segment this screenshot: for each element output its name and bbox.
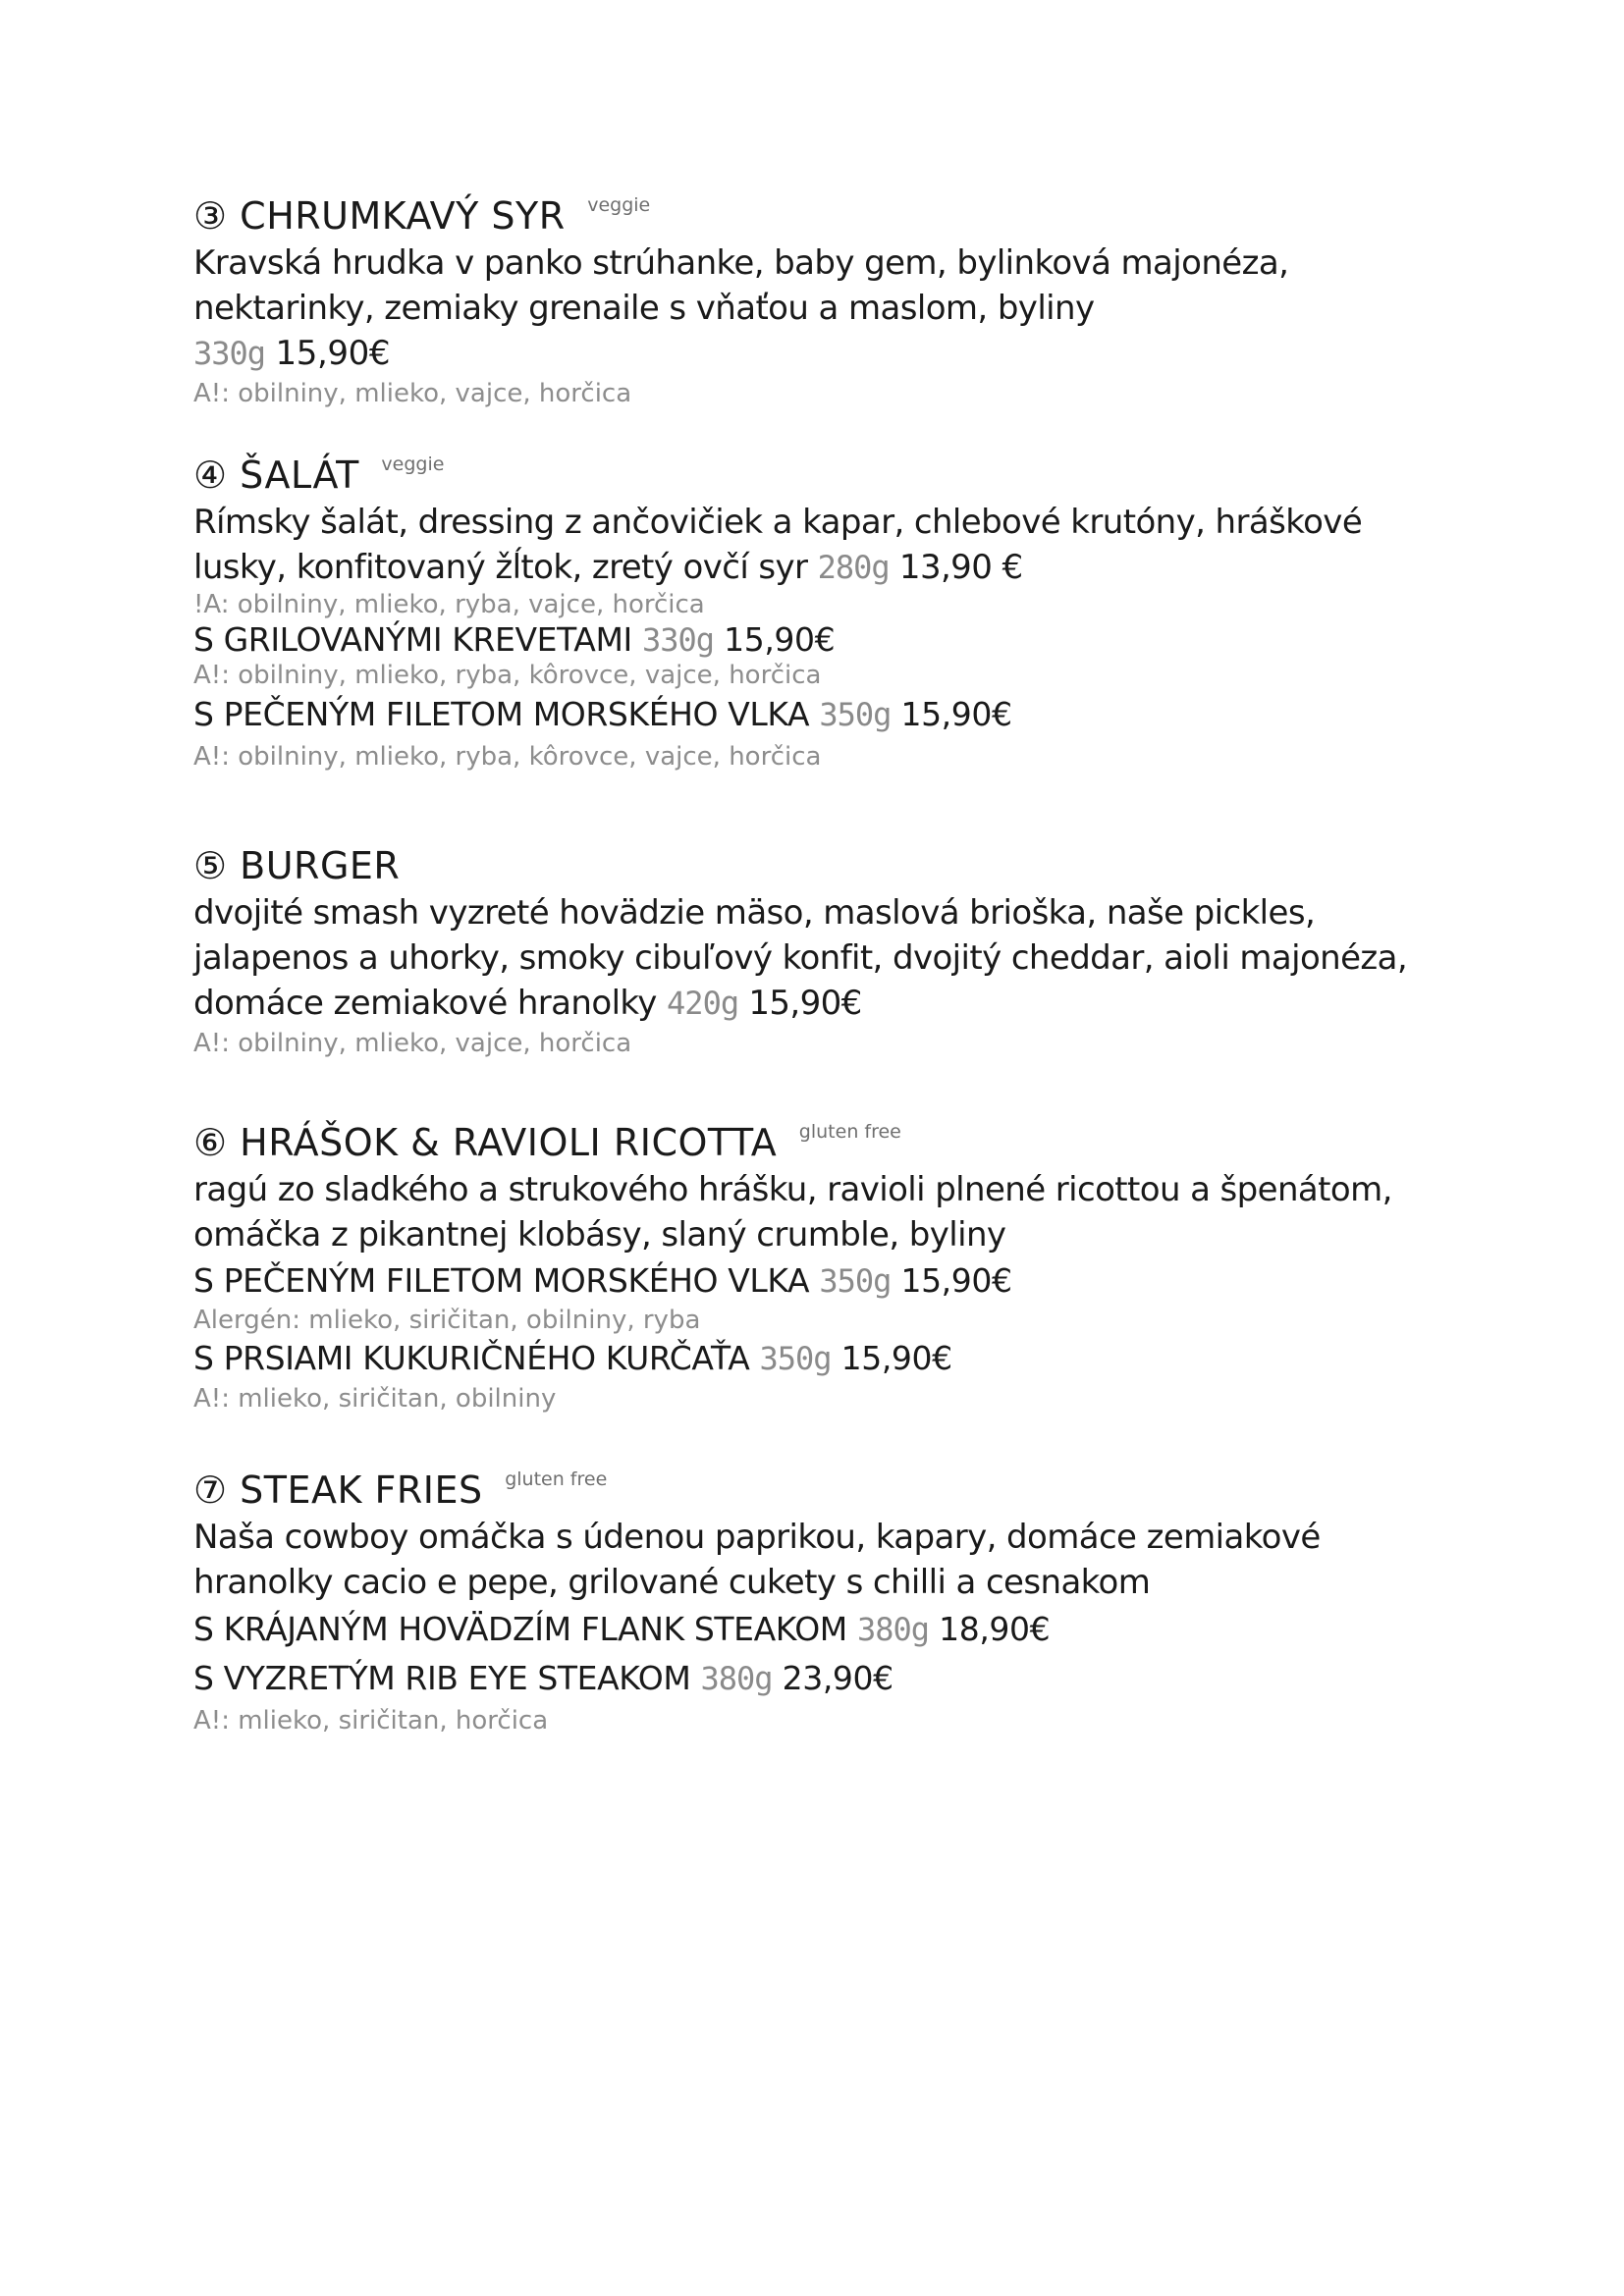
item-name: BURGER — [240, 844, 401, 887]
variant-line — [193, 1605, 1470, 1654]
variant-weight: 350g — [819, 1262, 892, 1300]
item-description: omáčka z pikantnej klobásy, slaný crumble, byliny — [193, 1215, 1006, 1255]
variant-line — [193, 1257, 1470, 1305]
item-description-text: domáce zemiakové hranolky — [193, 984, 657, 1023]
item-number: ③ — [193, 194, 228, 238]
item-price: 13,90 € — [898, 548, 1023, 587]
item-allergens: A!: obilniny, mlieko, vajce, horčica — [193, 1029, 632, 1058]
item-title — [193, 451, 1470, 500]
item-weight: 280g — [817, 549, 890, 586]
variant-allergens: A!: mlieko, siričitan, obilniny — [193, 1384, 557, 1414]
item-price: 15,90€ — [748, 984, 862, 1023]
item-description: jalapenos a uhorky, smoky cibuľový konfit, dvojitý cheddar, aioli majonéza, — [193, 938, 1408, 978]
menu-item-salat — [193, 451, 1470, 774]
item-description: ragú zo sladkého a strukového hrášku, ravioli plnené ricottou a špenátom, — [193, 1170, 1392, 1209]
diet-tag: veggie — [381, 454, 445, 475]
variant-line — [193, 1654, 1470, 1703]
variant-weight: 380g — [700, 1660, 773, 1697]
variant-name: S PRSIAMI KUKURIČNÉHO KURČAŤA — [193, 1339, 750, 1377]
menu-item-steak-fries — [193, 1466, 1470, 1738]
variant-weight: 350g — [819, 696, 892, 733]
variant-price: 15,90€ — [840, 1339, 952, 1377]
variant-price: 15,90€ — [724, 620, 836, 659]
item-description — [193, 981, 1470, 1026]
variant-name: S PEČENÝM FILETOM MORSKÉHO VLKA — [193, 695, 810, 733]
variant-name: S GRILOVANÝMI KREVETAMI — [193, 620, 632, 659]
item-name: CHRUMKAVÝ SYR — [240, 194, 566, 238]
diet-tag: gluten free — [798, 1121, 901, 1143]
item-allergens: !A: obilniny, mlieko, ryba, vajce, horčica — [193, 590, 705, 619]
menu-item-burger — [193, 841, 1470, 1061]
item-number: ⑥ — [193, 1121, 228, 1164]
diet-tag: veggie — [587, 194, 651, 216]
diet-tag: gluten free — [505, 1468, 608, 1490]
menu-page — [193, 191, 1470, 1738]
item-description: hranolky cacio e pepe, grilované cukety s chilli a cesnakom — [193, 1563, 1151, 1602]
item-description: nektarinky, zemiaky grenaile s vňaťou a maslom, byliny — [193, 289, 1095, 328]
item-weight: 330g — [193, 335, 266, 372]
item-description: Rímsky šalát, dressing z ančovičiek a kapar, chlebové krutóny, hráškové — [193, 503, 1363, 542]
item-title — [193, 191, 1470, 240]
menu-item-hrasok-ravioli — [193, 1118, 1470, 1416]
item-name: STEAK FRIES — [240, 1468, 483, 1512]
item-description: dvojité smash vyzreté hovädzie mäso, maslová brioška, naše pickles, — [193, 893, 1316, 933]
variant-line — [193, 619, 1470, 661]
variant-name: S VYZRETÝM RIB EYE STEAKOM — [193, 1659, 691, 1697]
item-name: ŠALÁT — [240, 454, 359, 497]
variant-weight: 380g — [856, 1611, 930, 1648]
item-name: HRÁŠOK & RAVIOLI RICOTTA — [240, 1121, 778, 1164]
item-number: ④ — [193, 454, 228, 497]
menu-item-chrumkavy-syr — [193, 191, 1470, 411]
item-weight: 420g — [667, 985, 739, 1022]
variant-allergens: Alergén: mlieko, siričitan, obilniny, ryba — [193, 1306, 701, 1335]
item-title — [193, 841, 1470, 890]
item-description: Naša cowboy omáčka s údenou paprikou, kapary, domáce zemiakové — [193, 1518, 1321, 1557]
variant-price: 23,90€ — [782, 1659, 893, 1697]
variant-price: 15,90€ — [900, 695, 1012, 733]
item-title — [193, 1118, 1470, 1167]
item-description — [193, 545, 1470, 590]
item-allergens: A!: obilniny, mlieko, vajce, horčica — [193, 379, 632, 408]
variant-name: S PEČENÝM FILETOM MORSKÉHO VLKA — [193, 1261, 810, 1300]
item-description-text: lusky, konfitovaný žĺtok, zretý ovčí syr — [193, 548, 808, 587]
variant-price: 15,90€ — [900, 1261, 1012, 1300]
variant-price: 18,90€ — [939, 1610, 1051, 1648]
variant-allergens: A!: obilniny, mlieko, ryba, kôrovce, vajce, horčica — [193, 661, 822, 690]
variant-allergens: A!: obilniny, mlieko, ryba, kôrovce, vajce, horčica — [193, 742, 822, 772]
item-description: Kravská hrudka v panko strúhanke, baby gem, bylinková majonéza, — [193, 243, 1289, 283]
item-title — [193, 1466, 1470, 1515]
item-price: 15,90€ — [275, 334, 391, 373]
variant-weight: 350g — [759, 1340, 832, 1377]
variant-name: S KRÁJANÝM HOVÄDZÍM FLANK STEAKOM — [193, 1610, 847, 1648]
item-number: ⑦ — [193, 1468, 228, 1512]
item-number: ⑤ — [193, 844, 228, 887]
item-allergens: A!: mlieko, siričitan, horčica — [193, 1706, 549, 1735]
variant-weight: 330g — [641, 621, 715, 659]
variant-line — [193, 690, 1470, 739]
variant-line — [193, 1336, 1470, 1381]
item-price-line — [193, 331, 1470, 376]
